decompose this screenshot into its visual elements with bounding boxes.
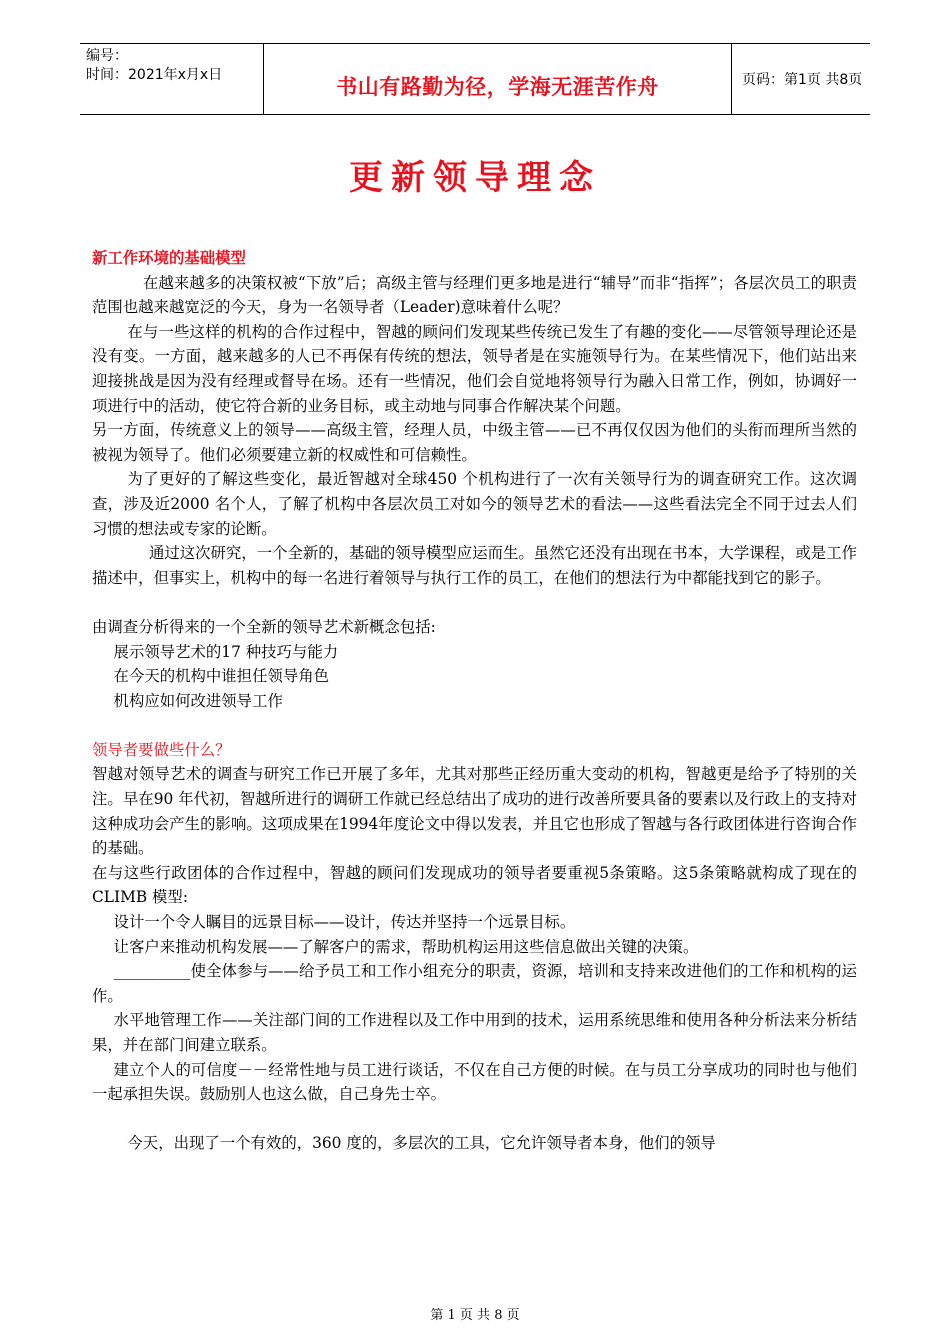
paragraph: 另一方面，传统意义上的领导——高级主管，经理人员，中级主管——已不再仅仅因为他们的头衔而理所当然的被视为领导了。他们必须要建立新的权威性和可信赖性。 [92,421,857,464]
paragraph: 在越来越多的决策权被“下放”后；高级主管与经理们更多地是进行“辅导”而非“指挥”；各层次员工的职责范围也越来越宽泛的今天，身为一名领导者（Leader)意味着什么呢？ [92,273,857,317]
strategy-item: __________使全体参与——给予员工和工作小组充分的职责，资源，培训和支持来改进他们的工作和机构的运作。 [92,962,857,1005]
section-heading-model: 新工作环境的基础模型 [92,249,246,267]
page-title: 更新领导理念 [349,158,601,198]
document-body [92,246,857,1156]
paragraph: 在与这些行政团体的合作过程中，智越的顾问们发现成功的领导者要重视5条策略。这5条策略就构成了现在的CLIMB 模型: [92,863,857,907]
header-motto-cell [264,44,732,114]
header-meta-cell [80,44,264,114]
paragraph: 智越对领导艺术的调查与研究工作已开展了多年，尤其对那些正经历重大变动的机构，智越更是给予了特别的关注。早在90 年代初，智越所进行的调研工作就已经总结出了成功的进行改善所要具备的要素以及行政上的支持对这种成功会产生的影响。这项成果在1994年度论文中得以发表，并且它也形成了智越与各行政团体进行咨询合作的基础。 [92,765,857,858]
list-item: 机构应如何改进领导工作 [113,691,283,710]
strategy-item: 水平地管理工作——关注部门间的工作进程以及工作中用到的技术，运用系统思维和使用各种分析法来分析结果，并在部门间建立联系。 [92,1011,857,1054]
paragraph: 在与一些这样的机构的合作过程中，智越的顾问们发现某些传统已发生了有趣的变化——尽管领导理论还是没有变。一方面，越来越多的人已不再保有传统的想法，领导者是在实施领导行为。在某些情况下，他们站出来迎接挑战是因为没有经理或督导在场。还有一些情况，他们会自觉地将领导行为融入日常工作，例如，协调好一项进行中的活动，使它符合新的业务目标，或主动地与同事合作解决某个问题。 [92,322,857,415]
document-number: 编号： [86,48,128,64]
blank-line [92,1107,857,1132]
blank-line [92,713,857,738]
strategy-item: 建立个人的可信度－－经常性地与员工进行谈话，不仅在自己方便的时候。在与员工分享成功的同时也与他们一起承担失误。鼓励别人也这么做，自己身先士卒。 [92,1060,857,1104]
list-item: 在今天的机构中谁担任领导角色 [113,667,330,686]
strategy-item: 设计一个令人瞩目的远景目标——设计，传达并坚持一个远景目标。 [113,913,576,932]
header-page-number: 页码：第1页 共8页 [742,72,863,88]
paragraph: 为了更好的了解这些变化，最近智越对全球450 个机构进行了一次有关领导行为的调查研究工作。这次调查，涉及近2000 名个人，了解了机构中各层次员工对如今的领导艺术的看法——这些看法完全不同于过去人们习惯的想法或专家的论断。 [92,470,857,538]
page-footer [0,1304,950,1323]
closing-paragraph: 今天，出现了一个有效的，360 度的，多层次的工具，它允许领导者本身，他们的领导 [127,1134,716,1153]
page-header [80,43,870,115]
header-motto: 书山有路勤为径，学海无涯苦作舟 [336,74,659,99]
document-time: 时间：2021年x月x日 [86,67,223,83]
header-page-cell [732,44,870,114]
footer-page-number: 第 1 页 共 8 页 [430,1308,520,1323]
paragraph: 通过这次研究，一个全新的，基础的领导模型应运而生。虽然它还没有出现在书本，大学课程，或是工作描述中，但事实上，机构中的每一名进行着领导与执行工作的员工，在他们的想法行为中都能找到它的影子。 [92,544,857,587]
strategy-item: 让客户来推动机构发展——了解客户的需求，帮助机构运用这些信息做出关键的决策。 [113,937,699,956]
list-item: 展示领导艺术的17 种技巧与能力 [113,642,339,661]
section-heading-leaders: 领导者要做些什么？ [92,740,231,759]
list-intro: 由调查分析得来的一个全新的领导艺术新概念包括: [92,617,436,636]
blank-line [92,590,857,615]
